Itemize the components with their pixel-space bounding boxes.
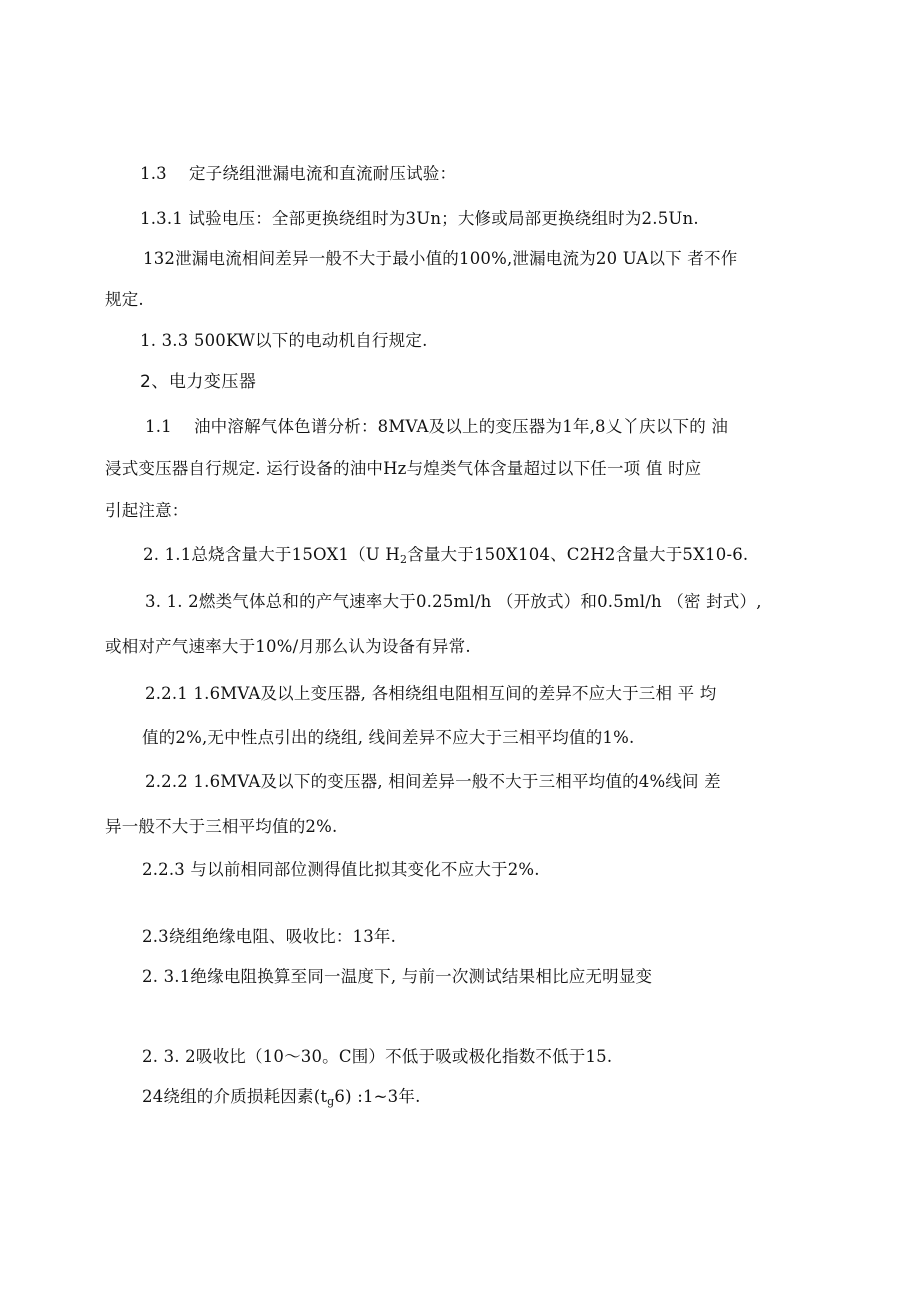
h2-text-before: 2. 1.1总烧含量大于15OX1（U H: [143, 545, 400, 564]
section-1-3-title: 1.3 定子绕组泄漏电流和直流耐压试验：: [140, 164, 457, 183]
section-2-1-2-text: 3. 1. 2燃类气体总和的产气速率大于0.25ml∕h （开放式）和0.5ml∕h （密 封式）,: [145, 592, 762, 611]
section-2-heading: 2、电力变压器: [140, 372, 257, 392]
section-2-1-1-text-cont2: 引起注意：: [105, 501, 189, 520]
section-2-1-1-text: 1.1 油中溶解气体色谱分析：8MVA及以上的变压器为1年,8乂丫庆以下的 油: [145, 417, 729, 436]
section-2-3-1-text: 2. 3.1绝缘电阻换算至同一温度下, 与前一次测试结果相比应无明显变: [142, 967, 653, 986]
section-2-2-2-text-cont: 异一般不大于三相平均值的2%.: [105, 817, 338, 836]
h2-subscript: 2: [399, 553, 408, 566]
section-1-3-2-text: 132泄漏电流相间差异一般不大于最小值的100%,泄漏电流为20 UA以下 者不作: [143, 249, 738, 268]
section-2-2-2-text: 2.2.2 1.6MVA及以下的变压器, 相间差异一般不大于三相平均值的4%线间 差: [145, 772, 721, 791]
section-2-3-title: 2.3绕组绝缘电阻、吸收比：13年.: [142, 927, 397, 946]
section-1-3-3-text: 1. 3.3 500KW以下的电动机自行规定.: [140, 331, 428, 350]
section-2-2-3-text: 2.2.3 与以前相同部位测得值比拟其变化不应大于2%.: [142, 860, 540, 879]
section-2-1-1-1-text: [143, 543, 748, 572]
section-2-2-1-text: 2.2.1 1.6MVA及以上变压器, 各相绕组电阻相互间的差异不应大于三相 平 均: [145, 684, 717, 703]
section-2-2-1-text-cont: 值的2%,无中性点引出的绕组, 线间差异不应大于三相平均值的1%.: [142, 728, 635, 747]
section-2-3-2-text: 2. 3. 2吸收比（10～30。C围）不低于吸或极化指数不低于15.: [142, 1047, 613, 1066]
tg-subscript: g: [327, 1095, 335, 1108]
section-2-1-2-text-cont: 或相对产气速率大于10%/月那么认为设备有异常.: [105, 637, 471, 656]
section-1-3-1-text: 1.3.1 试验电压：全部更换绕组时为3Un；大修或局部更换绕组时为2.5Un.: [140, 209, 699, 228]
section-1-3-2-text-cont: 规定.: [105, 290, 144, 309]
section-2-1-1-text-cont: 浸式变压器自行规定. 运行设备的油中Hz与煌类气体含量超过以下任一项 值 时应: [105, 459, 702, 478]
tg-text-after: 6) :1~3年.: [334, 1087, 421, 1106]
h2-text-after: 含量大于150X104、C2H2含量大于5X10-6.: [407, 545, 749, 564]
section-2-4-title: [142, 1085, 421, 1114]
tg-text-before: 24绕组的介质损耗因素(t: [142, 1087, 328, 1106]
